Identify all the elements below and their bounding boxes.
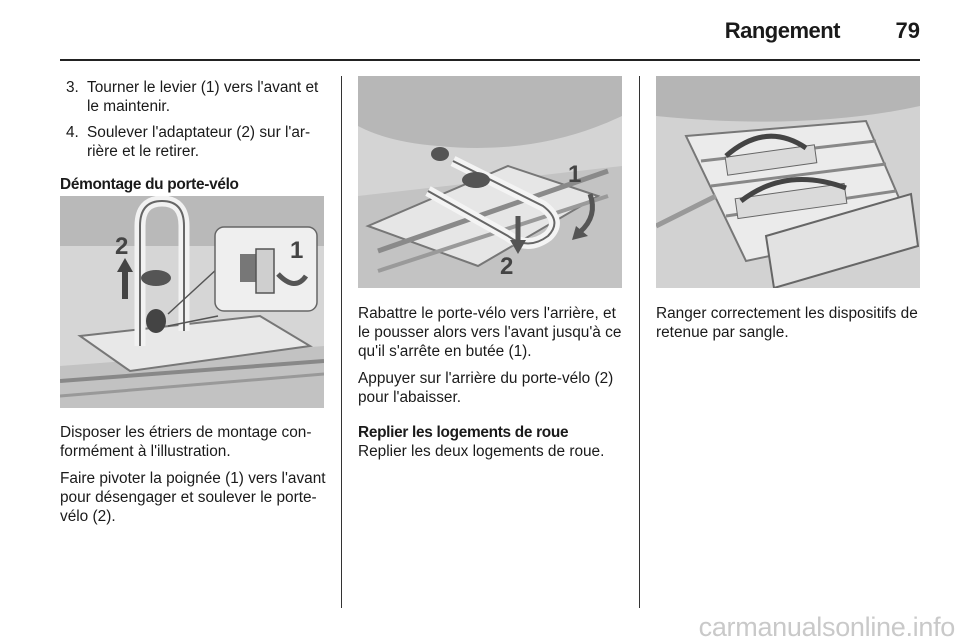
step-text: Soulever l'adaptateur (2) sur l'ar-rière et le retirer. bbox=[87, 124, 311, 160]
column-3 bbox=[656, 304, 922, 350]
paragraph: Replier les deux logements de roue. bbox=[358, 443, 605, 460]
figure-label-2: 2 bbox=[500, 253, 514, 280]
column-1 bbox=[60, 78, 326, 194]
figure-fold-bike-carrier bbox=[358, 76, 622, 288]
watermark: carmanualsonline.info bbox=[698, 612, 955, 642]
paragraph: Ranger correctement les dispositifs de retenue par sangle. bbox=[656, 305, 918, 341]
column-2 bbox=[358, 304, 626, 469]
header-rule bbox=[60, 59, 920, 61]
figure-label-1: 1 bbox=[290, 237, 304, 264]
step-4 bbox=[60, 123, 326, 161]
figure-label-1: 1 bbox=[568, 161, 582, 188]
section-heading: Replier les logements de roue bbox=[358, 424, 569, 441]
paragraph: Faire pivoter la poignée (1) vers l'avant pour désengager et soulever le porte-vélo (2). bbox=[60, 470, 326, 525]
column-divider-1 bbox=[341, 76, 342, 608]
figure-bike-carrier-removal bbox=[60, 196, 324, 408]
step-number: 3. bbox=[66, 79, 79, 96]
paragraph: Rabattre le porte-vélo vers l'arrière, et le pousser alors vers l'avant jusqu'à ce qu'il s'arrête en butée (1). bbox=[358, 305, 622, 360]
step-3 bbox=[60, 78, 326, 116]
step-number: 4. bbox=[66, 124, 79, 141]
page-number: 79 bbox=[895, 18, 920, 43]
figure-store-straps bbox=[656, 76, 920, 288]
column-1-lower bbox=[60, 423, 326, 534]
page-title: Rangement bbox=[724, 18, 840, 43]
paragraph: Appuyer sur l'arrière du porte-vélo (2) pour l'abaisser. bbox=[358, 370, 614, 406]
section-heading: Démontage du porte-vélo bbox=[60, 176, 239, 193]
figure-label-2: 2 bbox=[115, 233, 129, 260]
column-divider-2 bbox=[639, 76, 640, 608]
paragraph: Disposer les étriers de montage con-formément à l'illustration. bbox=[60, 424, 312, 460]
step-text: Tourner le levier (1) vers l'avant et le maintenir. bbox=[87, 79, 319, 115]
